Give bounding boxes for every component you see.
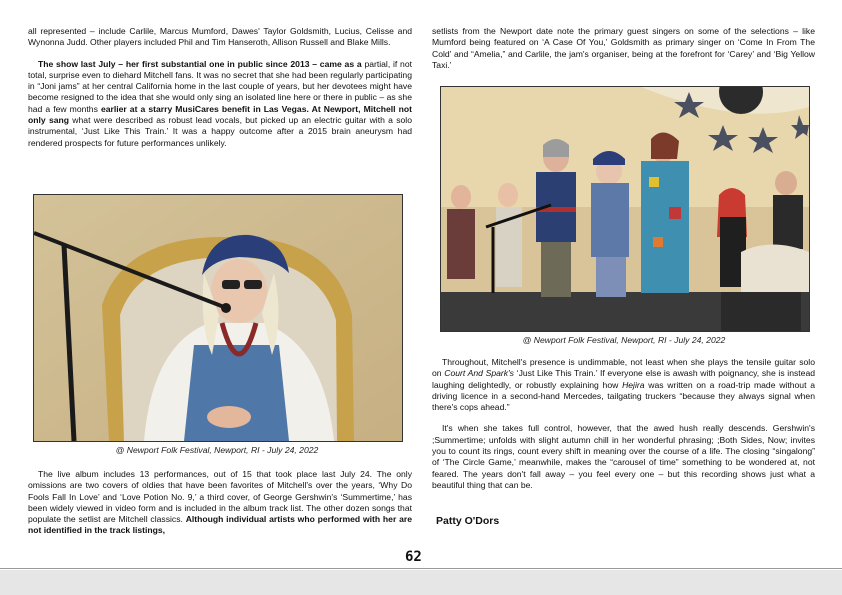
left-paragraph-2-end: what were described as robust lead vocals, but picked up an electric guitar with a solo instrumental, ‘Just Like This Train.’ It was a happy outcome after a 2015 brain aneurysm had rendered prospects for future performances unlikely.	[28, 115, 412, 148]
right-photo-caption: @ Newport Folk Festival, Newport, RI - July 24, 2022	[522, 335, 726, 345]
right-paragraph-2-em2: Hejira	[622, 379, 645, 390]
left-paragraph-2	[28, 59, 412, 149]
right-paragraph-2-a: Throughout, Mitchell's presence is undimmable, not least when she plays the tensile guitar solo on	[432, 357, 815, 379]
left-paragraph-3-text: The live album includes 13 performances, out of 15 that took place last July 24. The only omissions are two covers of oldies that have been favorites of Mitchell's over the years, ‘Why Do Fools Fall In Love’ and ‘Love Potion No. 9,’ a third cover, of George Gershwin's ‘Summertime,’ has been widely viewed in video form and is included in the album track list. The other dozen songs that populate the setlist are Mitchell classics.	[28, 469, 412, 525]
right-column	[432, 26, 815, 81]
page-bottom-rule	[0, 568, 842, 569]
right-column-lower	[432, 357, 815, 501]
photo-joni-mitchell-seated	[33, 194, 403, 442]
left-column	[28, 26, 412, 159]
right-paragraph-2-em1: Court And Spark's	[444, 368, 514, 379]
left-photo-caption: @ Newport Folk Festival, Newport, RI - July 24, 2022	[115, 445, 319, 455]
left-paragraph-1: all represented – include Carlile, Marcus Mumford, Dawes' Taylor Goldsmith, Lucius, Celisse and Wynonna Judd. Other players included Phil and Tim Hanseroth, Allison Russell and Blake Mills.	[28, 26, 412, 48]
photo-image	[441, 87, 809, 331]
right-paragraph-1: setlists from the Newport date note the primary guest singers on some of the selections – like Mumford being featured on ‘A Case Of You,’ Goldsmith as primary singer on ‘Come In From The Cold’ and “Amelia,” and Carlile, the jam's organiser, being at the forefront for ‘Carey’ and ‘Big Yellow Taxi.’	[432, 26, 815, 70]
left-paragraph-2-bold2: earlier at a starry MusiCares benefit in Las Vegas. At Newport, Mitchell not only sang	[28, 103, 412, 126]
article-author: Patty O'Dors	[436, 515, 500, 527]
right-paragraph-2-c: was written on a road-trip made without a driving licence in a second-hand Mercedes, tailgating truckers “because they always signal when there's cops ahead.”	[432, 379, 815, 413]
left-paragraph-2-bold: The show last July – her first substantial one in public since 2013 – came as a	[38, 58, 362, 69]
right-paragraph-2	[432, 357, 815, 413]
photo-stage-performers	[440, 86, 810, 332]
page-number: 62	[405, 549, 422, 565]
right-paragraph-3: It's when she takes full control, however, that the awed hush really descends. Gershwin's ;Summertime; unfolds with slight autumn chill in her wonderful phrasing; ;Both Sides, Now; invites you to count its rings, count every shift in meaning over the course of a life. The closing “singalong” of ‘The Circle Game,’ meanwhile, makes the “carousel of time” something to be wondered at, not feared. The years don't fall away – you feel every one – but this recording shows just what a beautiful thing that can be.	[432, 423, 815, 490]
left-column-lower	[28, 469, 412, 537]
left-paragraph-3	[28, 469, 412, 537]
left-paragraph-3-bold: Although individual artists who performed with her are not identified in the track listings,	[28, 514, 412, 536]
right-paragraph-2-b: ‘Just Like This Train.’ If everyone else is awash with poignancy, she is instead laughing delightedly, or robustly explaining how	[432, 368, 815, 390]
left-paragraph-2-text: partial, if not total, surprise even to diehard Mitchell fans. It was no secret that she had been regularly participating in “Joni jams” at her central California home in the last couple of years, but her devotees might have become resigned to the idea that she would only sing an isolated line here or there in public – as she had a few months	[28, 58, 413, 114]
photo-image	[34, 195, 402, 441]
